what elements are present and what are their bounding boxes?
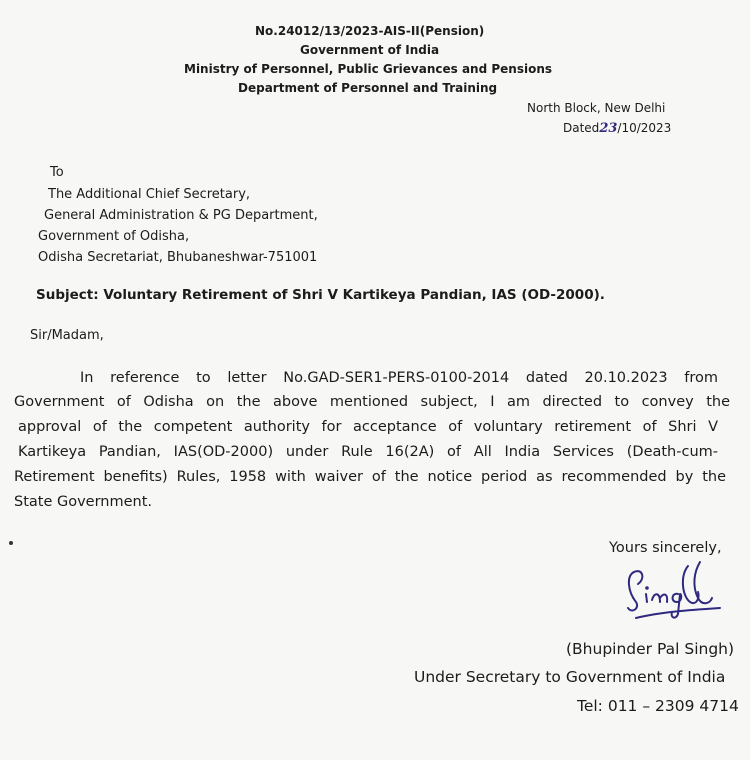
- telephone-number: Tel: 011 – 2309 4714: [577, 697, 739, 715]
- letter-date: [563, 121, 671, 136]
- office-location: North Block, New Delhi: [527, 101, 666, 115]
- yours-sincerely: Yours sincerely,: [609, 540, 722, 556]
- scan-speck: [9, 541, 13, 545]
- body-line-3: approval of the competent authority for acceptance of voluntary retirement of Shri V: [18, 419, 718, 435]
- date-day-handwritten: 23: [599, 121, 618, 136]
- salutation: Sir/Madam,: [30, 328, 104, 343]
- recipient-line-3: Government of Odisha,: [38, 229, 190, 244]
- body-line-2: Government of Odisha on the above mentioned subject, I am directed to convey the: [14, 394, 730, 410]
- recipient-line-1: The Additional Chief Secretary,: [48, 187, 251, 202]
- body-line-1: In reference to letter No.GAD-SER1-PERS-0100-2014 dated 20.10.2023 from: [80, 370, 718, 386]
- to-label: To: [50, 165, 64, 180]
- date-rest: /10/2023: [617, 121, 672, 135]
- handwritten-signature: [620, 558, 730, 624]
- body-line-6: State Government.: [14, 494, 153, 510]
- file-number: No.24012/13/2023-AIS-II(Pension): [255, 24, 485, 38]
- recipient-line-4: Odisha Secretariat, Bhubaneshwar-751001: [38, 250, 318, 265]
- signatory-designation: Under Secretary to Government of India: [414, 668, 726, 686]
- signatory-name: (Bhupinder Pal Singh): [566, 640, 735, 658]
- body-line-4: Kartikeya Pandian, IAS(OD-2000) under Rule 16(2A) of All India Services (Death-cum-: [18, 444, 718, 460]
- date-prefix: Dated: [563, 121, 600, 135]
- subject-line: Subject: Voluntary Retirement of Shri V Kartikeya Pandian, IAS (OD-2000).: [36, 287, 605, 303]
- ministry-heading: Ministry of Personnel, Public Grievances and Pensions: [184, 62, 553, 76]
- government-heading: Government of India: [300, 43, 440, 57]
- recipient-line-2: General Administration & PG Department,: [44, 208, 318, 223]
- body-line-5: Retirement benefits) Rules, 1958 with waiver of the notice period as recommended by the: [14, 469, 726, 485]
- department-heading: Department of Personnel and Training: [238, 81, 498, 95]
